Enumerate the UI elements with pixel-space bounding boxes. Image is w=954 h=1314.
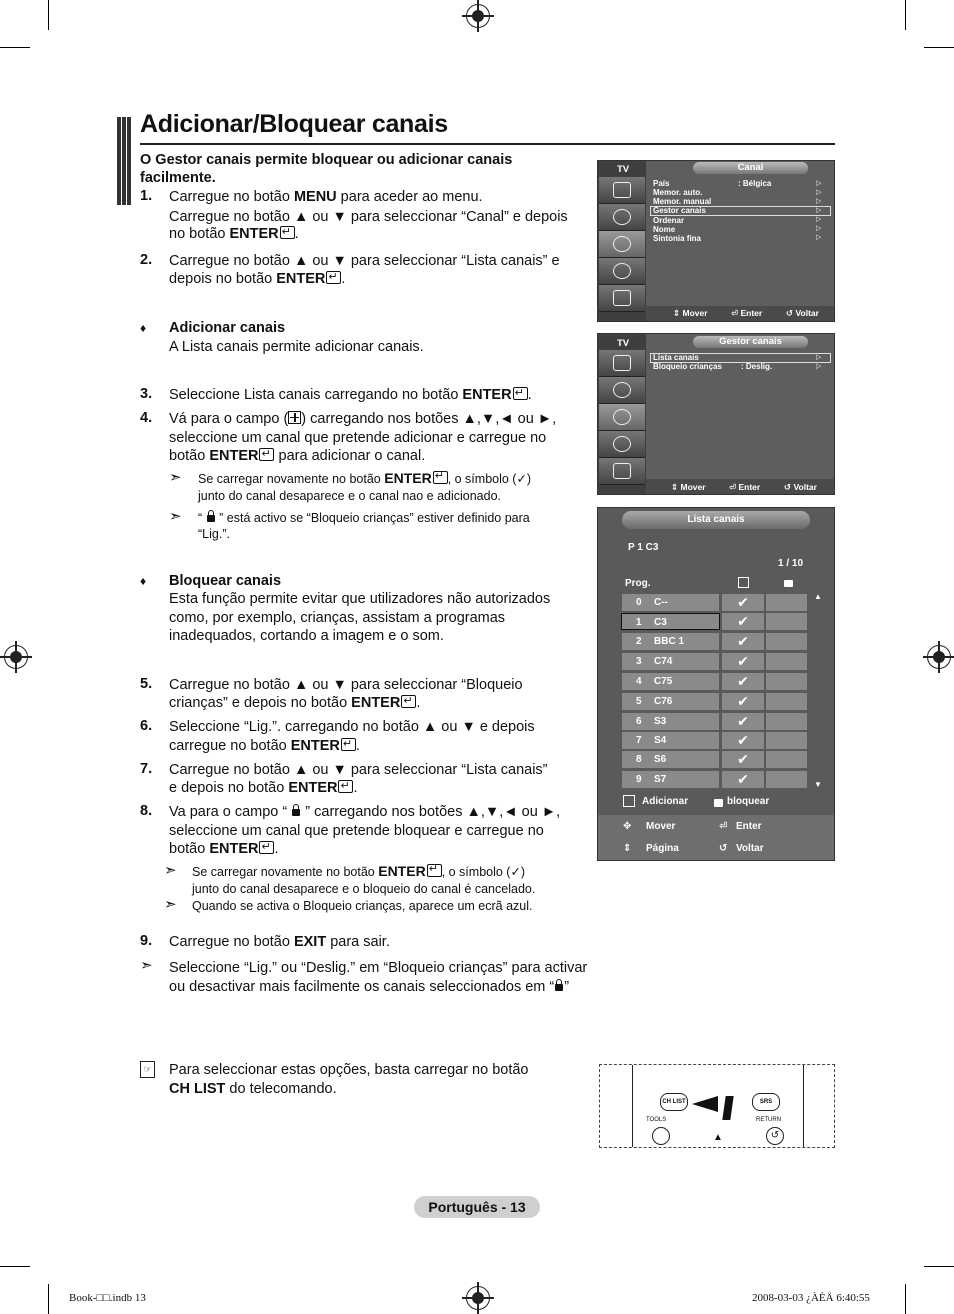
note-arrow-icon: ➣ xyxy=(164,896,177,913)
input-tab-icon[interactable] xyxy=(599,285,645,312)
channel-row[interactable]: 0 C-- xyxy=(622,594,719,611)
current-channel: P 1 C3 xyxy=(628,542,659,553)
menu-item-child-lock[interactable]: Bloqueio crianças xyxy=(653,362,722,371)
remote-control-illustration xyxy=(599,1064,835,1148)
lock-icon xyxy=(555,984,563,991)
step-number: 7. xyxy=(140,761,153,777)
step-2-line-2: depois no botão ENTER↵ . xyxy=(169,270,345,288)
diamond-bullet-icon: ♦ xyxy=(140,321,147,335)
step-number: 1. xyxy=(140,188,153,204)
menu-item-channel-manager[interactable]: Gestor canais xyxy=(653,206,706,215)
lock-cell[interactable] xyxy=(766,594,807,611)
note-arrow-icon: ➣ xyxy=(169,469,182,486)
added-check-icon[interactable]: ✔ xyxy=(722,594,764,611)
setup-tab-icon[interactable] xyxy=(599,258,645,285)
lock-cell[interactable] xyxy=(766,673,807,690)
added-check-icon[interactable]: ✔ xyxy=(722,633,764,650)
block-desc-2: como, por exemplo, crianças, assistam a programas xyxy=(169,610,506,626)
footer-move: ⇕ Mover xyxy=(671,482,706,492)
add-desc: A Lista canais permite adicionar canais. xyxy=(169,339,424,355)
crop-mark xyxy=(924,1266,954,1267)
step-6-line-1: Seleccione “Lig.”. carregando no botão ▲ ou ▼ e depois xyxy=(169,719,535,735)
menu-item-fine-tune[interactable]: Sintonia fina xyxy=(653,234,701,243)
lock-cell[interactable] xyxy=(766,633,807,650)
enter-icon xyxy=(341,738,356,751)
footer-return: ↺ Voltar xyxy=(784,482,817,492)
step-9: Carregue no botão EXIT para sair. xyxy=(169,934,390,950)
menu-item-channel-list[interactable]: Lista canais xyxy=(653,353,699,362)
step-4-line-3: botão ENTER↵ para adicionar o canal. xyxy=(169,447,425,465)
crop-mark xyxy=(48,1284,49,1314)
footer-page: Página xyxy=(646,843,679,854)
channel-list-footer xyxy=(598,815,834,860)
registration-mark-icon xyxy=(466,1286,490,1310)
note-arrow-icon: ➣ xyxy=(164,862,177,879)
step-4-line-1: Vá para o campo ( ) carregando nos botões ▲,▼,◄ ou ►, xyxy=(169,411,557,427)
footer-date: 2008-03-03 ¿ÀÈÄ 6:40:55 xyxy=(752,1292,870,1304)
add-icon xyxy=(288,411,301,424)
menu-item-auto-store[interactable]: Memor. auto. xyxy=(653,188,703,197)
page-number-label: Português - 13 xyxy=(414,1196,540,1218)
ch-list-button[interactable]: CH LIST xyxy=(660,1093,688,1111)
add-column-icon xyxy=(738,577,749,588)
registration-mark-icon xyxy=(466,4,490,28)
crop-mark xyxy=(48,0,49,30)
enter-icon xyxy=(427,864,442,877)
enter-icon xyxy=(326,271,341,284)
tv-menu-header: Canal xyxy=(693,162,808,174)
lock-cell[interactable] xyxy=(766,713,807,730)
scroll-down-icon[interactable]: ▼ xyxy=(814,780,822,789)
note-5-line-2: ou desactivar mais facilmente os canais seleccionados em “ ” xyxy=(169,979,570,995)
step-7-line-1: Carregue no botão ▲ ou ▼ para seleccionar “Lista canais” xyxy=(169,762,548,778)
channel-list-screen xyxy=(597,507,835,861)
channel-list-header: Lista canais xyxy=(622,511,810,529)
step-4-line-2: seleccione um canal que pretende adicionar e carregue no xyxy=(169,430,547,446)
step-number: 3. xyxy=(140,386,153,402)
setup-tab-icon[interactable] xyxy=(599,431,645,458)
move-icon: ✥ xyxy=(623,821,632,832)
footer-enter: Enter xyxy=(736,821,762,832)
title-rule xyxy=(140,143,835,145)
note-3-line-1: Se carregar novamente no botão ENTER↵ , o símbolo (✓) xyxy=(192,863,525,881)
return-label: RETURN xyxy=(756,1117,781,1123)
lock-cell[interactable] xyxy=(766,613,807,630)
footer-move: ⇕ Mover xyxy=(673,308,708,318)
lock-cell[interactable] xyxy=(766,771,807,788)
footer-file: Book-□□.indb 13 xyxy=(69,1292,146,1304)
sound-tab-icon[interactable] xyxy=(599,204,645,231)
lock-icon xyxy=(207,515,215,522)
step-number: 9. xyxy=(140,933,153,949)
channel-row[interactable]: 9 S7 xyxy=(622,771,719,788)
tools-button[interactable] xyxy=(652,1127,670,1145)
lock-cell[interactable] xyxy=(766,653,807,670)
country-value: : Bélgica xyxy=(738,179,772,188)
enter-foot-icon: ⏎ xyxy=(719,821,728,832)
tv-menu-channel-manager xyxy=(597,333,835,495)
step-3: Seleccione Lista canais carregando no botão ENTER↵ . xyxy=(169,386,532,404)
scroll-up-icon[interactable]: ▲ xyxy=(814,592,822,601)
return-icon: ↺ xyxy=(719,843,728,854)
channel-row[interactable]: 2 BBC 1 xyxy=(622,633,719,650)
crop-mark xyxy=(0,47,30,48)
step-number: 2. xyxy=(140,252,153,268)
note-1-line-2: junto do canal desaparece e o canal nao e adicionado. xyxy=(198,489,502,503)
enter-icon xyxy=(259,841,274,854)
footer-return: Voltar xyxy=(736,843,764,854)
channel-row[interactable]: 8 S6 xyxy=(622,751,719,768)
enter-icon xyxy=(401,695,416,708)
add-title: Adicionar canais xyxy=(169,320,286,336)
lock-cell[interactable] xyxy=(766,732,807,749)
picture-tab-icon[interactable] xyxy=(599,350,645,377)
registration-mark-icon xyxy=(927,645,951,669)
add-legend-icon xyxy=(623,795,635,807)
note-1-line-1: Se carregar novamente no botão ENTER↵ , o símbolo (✓) xyxy=(198,470,531,488)
input-tab-icon[interactable] xyxy=(599,458,645,485)
menu-item-country[interactable]: País xyxy=(653,179,670,188)
added-check-icon[interactable]: ✔ xyxy=(722,653,764,670)
step-number: 4. xyxy=(140,410,153,426)
crop-mark xyxy=(905,1284,906,1314)
block-desc-1: Esta função permite evitar que utilizadores não autorizados xyxy=(169,591,551,607)
step-5-line-1: Carregue no botão ▲ ou ▼ para seleccionar “Bloqueio xyxy=(169,677,523,693)
step-1-line-2: Carregue no botão ▲ ou ▼ para seleccionar “Canal” e depois xyxy=(169,209,568,225)
added-check-icon[interactable]: ✔ xyxy=(722,673,764,690)
pointer-arrow-icon xyxy=(692,1096,718,1112)
channel-tab-icon[interactable] xyxy=(599,404,645,431)
menu-item-sort[interactable]: Ordenar xyxy=(653,216,685,225)
block-desc-3: inadequados, cortando a imagem e o som. xyxy=(169,628,444,644)
added-check-icon[interactable]: ✔ xyxy=(722,693,764,710)
tools-label: TOOLS xyxy=(646,1117,667,1123)
step-6-line-2: carregue no botão ENTER↵ . xyxy=(169,737,360,755)
up-arrow-icon[interactable]: ▲ xyxy=(713,1132,723,1143)
note-2-line-1: “ ” está activo se “Bloqueio crianças” estiver definido para xyxy=(198,511,530,525)
note-5-line-1: Seleccione “Lig.” ou “Deslig.” em “Bloqueio crianças” para activar xyxy=(169,960,588,976)
channel-row[interactable]: 4 C75 xyxy=(622,673,719,690)
channel-row[interactable]: 6 S3 xyxy=(622,713,719,730)
enter-icon xyxy=(280,226,295,239)
step-1-line-1: Carregue no botão MENU para aceder ao menu. xyxy=(169,189,483,205)
lock-icon xyxy=(292,809,300,816)
step-8-line-3: botão ENTER↵ . xyxy=(169,840,279,858)
diamond-bullet-icon: ♦ xyxy=(140,574,147,588)
note-arrow-icon: ➣ xyxy=(140,957,153,974)
title-stripes xyxy=(117,117,131,205)
step-1-line-3: no botão ENTER↵ . xyxy=(169,225,299,243)
page-indicator: 1 / 10 xyxy=(778,558,804,569)
added-check-icon[interactable]: ✔ xyxy=(722,732,764,749)
step-number: 8. xyxy=(140,803,153,819)
lock-cell[interactable] xyxy=(766,751,807,768)
menu-item-manual-store[interactable]: Memor. manual xyxy=(653,197,712,206)
tv-menu-sidebar xyxy=(598,161,646,321)
registration-mark-icon xyxy=(4,645,28,669)
child-lock-value: : Deslig. xyxy=(741,362,773,371)
crop-mark xyxy=(924,47,954,48)
added-check-icon[interactable]: ✔ xyxy=(722,771,764,788)
column-prog: Prog. xyxy=(625,578,651,589)
note-4: Quando se activa o Bloqueio crianças, aparece um ecrã azul. xyxy=(192,899,533,913)
legend-lock: bloquear xyxy=(727,796,770,807)
sound-tab-icon[interactable] xyxy=(599,377,645,404)
lock-legend-icon xyxy=(714,799,723,807)
page-icon: ⇕ xyxy=(623,843,632,854)
menu-item-name[interactable]: Nome xyxy=(653,225,676,234)
step-8-line-2: seleccione um canal que pretende bloquear e carregue no xyxy=(169,823,544,839)
lock-column-icon xyxy=(784,580,793,587)
enter-icon xyxy=(338,780,353,793)
return-button-icon[interactable]: ↺ xyxy=(766,1127,784,1145)
step-5-line-2: crianças” e depois no botão ENTER↵ . xyxy=(169,694,420,712)
step-7-line-2: e depois no botão ENTER↵ . xyxy=(169,779,358,797)
tip-icon: ☞ xyxy=(140,1061,155,1078)
intro-text: O Gestor canais permite bloquear ou adicionar canais facilmente. xyxy=(140,152,513,186)
step-8-line-1: Va para o campo “ ” carregando nos botões ▲,▼,◄ ou ►, xyxy=(169,804,561,820)
block-title: Bloquear canais xyxy=(169,573,282,589)
note-arrow-icon: ➣ xyxy=(169,508,182,525)
submenu-arrow-icons: ▷ ▷ ▷ ▷ ▷ ▷ ▷ xyxy=(816,180,822,241)
tip-line-2: CH LIST do telecomando. xyxy=(169,1081,337,1097)
note-3-line-2: junto do canal desaparece e o bloqueio do canal é cancelado. xyxy=(192,882,536,896)
added-check-icon[interactable]: ✔ xyxy=(722,751,764,768)
crop-mark xyxy=(905,0,906,30)
page-title: Adicionar/Bloquear canais xyxy=(140,110,448,138)
enter-icon xyxy=(259,448,274,461)
channel-row-selected[interactable]: 1 C3 xyxy=(621,613,720,630)
footer-move: Mover xyxy=(646,821,676,832)
channel-row[interactable]: 3 C74 xyxy=(622,653,719,670)
submenu-arrow-icons: ▷ ▷ xyxy=(816,354,822,370)
tv-label: TV xyxy=(617,338,630,349)
footer-enter: ⏎ Enter xyxy=(729,482,761,492)
enter-icon xyxy=(513,387,528,400)
added-check-icon[interactable]: ✔ xyxy=(722,613,764,630)
enter-icon xyxy=(433,471,448,484)
channel-row[interactable]: 5 C76 xyxy=(622,693,719,710)
step-number: 5. xyxy=(140,676,153,692)
tv-label: TV xyxy=(617,164,630,175)
step-2-line-1: Carregue no botão ▲ ou ▼ para seleccionar “Lista canais” e xyxy=(169,253,560,269)
added-check-icon[interactable]: ✔ xyxy=(722,713,764,730)
tv-menu-channel xyxy=(597,160,835,322)
note-2-line-2: “Lig.”. xyxy=(198,527,230,541)
footer-return: ↺ Voltar xyxy=(786,308,819,318)
channel-row[interactable]: 7 S4 xyxy=(622,732,719,749)
tip-line-1: Para seleccionar estas opções, basta carregar no botão xyxy=(169,1062,529,1078)
tv-menu-sidebar xyxy=(598,334,646,494)
picture-tab-icon[interactable] xyxy=(599,177,645,204)
crop-mark xyxy=(0,1266,30,1267)
step-number: 6. xyxy=(140,718,153,734)
srs-button[interactable]: SRS xyxy=(752,1093,780,1111)
tv-menu-header: Gestor canais xyxy=(693,336,808,348)
lock-cell[interactable] xyxy=(766,693,807,710)
footer-enter: ⏎ Enter xyxy=(731,308,763,318)
channel-tab-icon[interactable] xyxy=(599,231,645,258)
legend-add: Adicionar xyxy=(642,796,689,807)
